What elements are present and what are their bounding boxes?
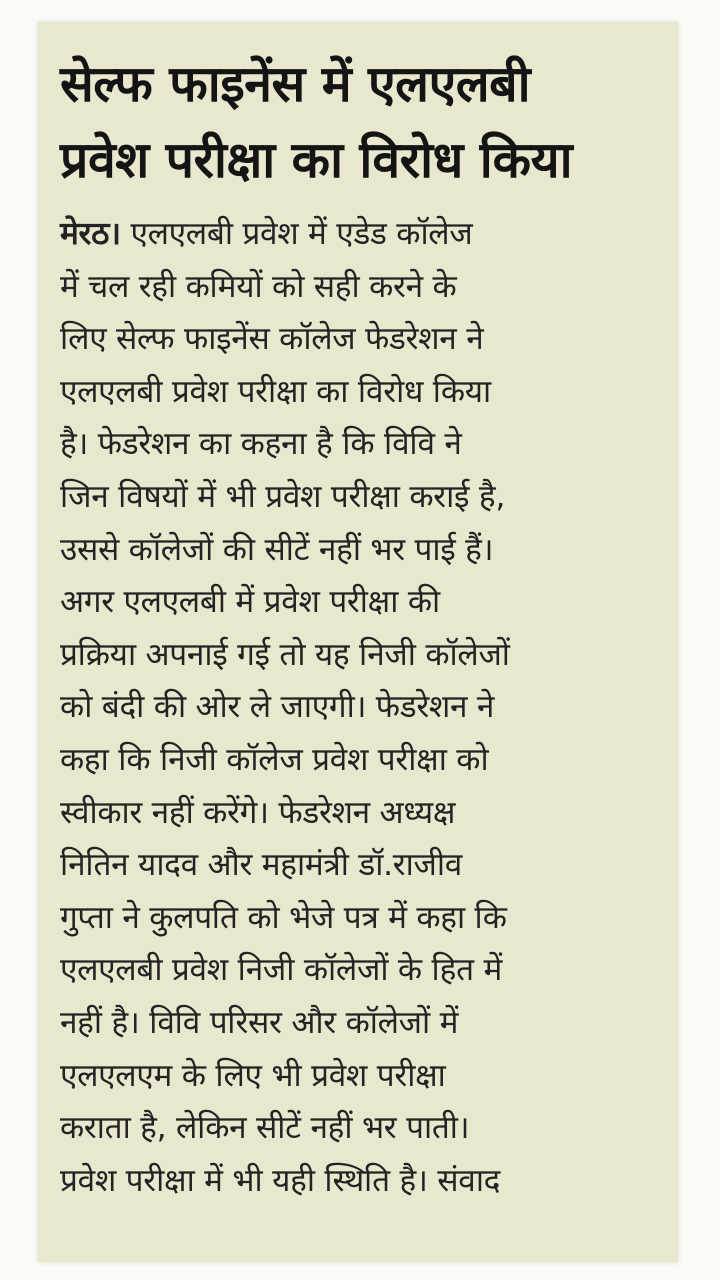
headline-line-2: प्रवेश परीक्षा का विरोध किया (60, 131, 573, 189)
headline-line-1: सेल्फ फाइनेंस में एलएलबी (60, 55, 531, 113)
article-body (60, 208, 652, 1207)
article-line: को बंदी की ओर ले जाएगी। फेडरेशन ने (60, 689, 495, 726)
article-line: प्रवेश परीक्षा में भी यही स्थिति है। संवाद (60, 1162, 501, 1199)
article-line: नहीं है। विवि परिसर और कॉलेजों में (60, 1004, 459, 1041)
newspaper-clipping (38, 22, 678, 1262)
article-line: प्रक्रिया अपनाई गई तो यह निजी कॉलेजों (60, 636, 510, 673)
article-line: अगर एलएलबी में प्रवेश परीक्षा की (60, 584, 440, 621)
article-line-1-text: एलएलबी प्रवेश में एडेड कॉलेज (120, 216, 473, 252)
article-line: जिन विषयों में भी प्रवेश परीक्षा कराई है, (60, 478, 506, 515)
headline (60, 46, 652, 198)
article-line: है। फेडरेशन का कहना है कि विवि ने (60, 426, 462, 463)
article-line: स्वीकार नहीं करेंगे। फेडरेशन अध्यक्ष (60, 794, 456, 831)
article-line: उससे कॉलेजों की सीटें नहीं भर पाई हैं। (60, 531, 494, 568)
article-line: कहा कि निजी कॉलेज प्रवेश परीक्षा को (60, 741, 489, 778)
article-line: में चल रही कमियों को सही करने के (60, 268, 457, 305)
dateline: मेरठ। (60, 216, 121, 252)
article-line: गुप्ता ने कुलपति को भेजे पत्र में कहा कि (60, 899, 507, 936)
article-line-1 (60, 208, 652, 261)
article-line: नितिन यादव और महामंत्री डॉ.राजीव (60, 847, 462, 884)
article-line: एलएलएम के लिए भी प्रवेश परीक्षा (60, 1057, 446, 1094)
article-line: कराता है, लेकिन सीटें नहीं भर पाती। (60, 1110, 470, 1147)
article-line: एलएलबी प्रवेश परीक्षा का विरोध किया (60, 373, 491, 410)
article-line: एलएलबी प्रवेश निजी कॉलेजों के हित में (60, 952, 503, 989)
article-line: लिए सेल्फ फाइनेंस कॉलेज फेडरेशन ने (60, 321, 484, 358)
